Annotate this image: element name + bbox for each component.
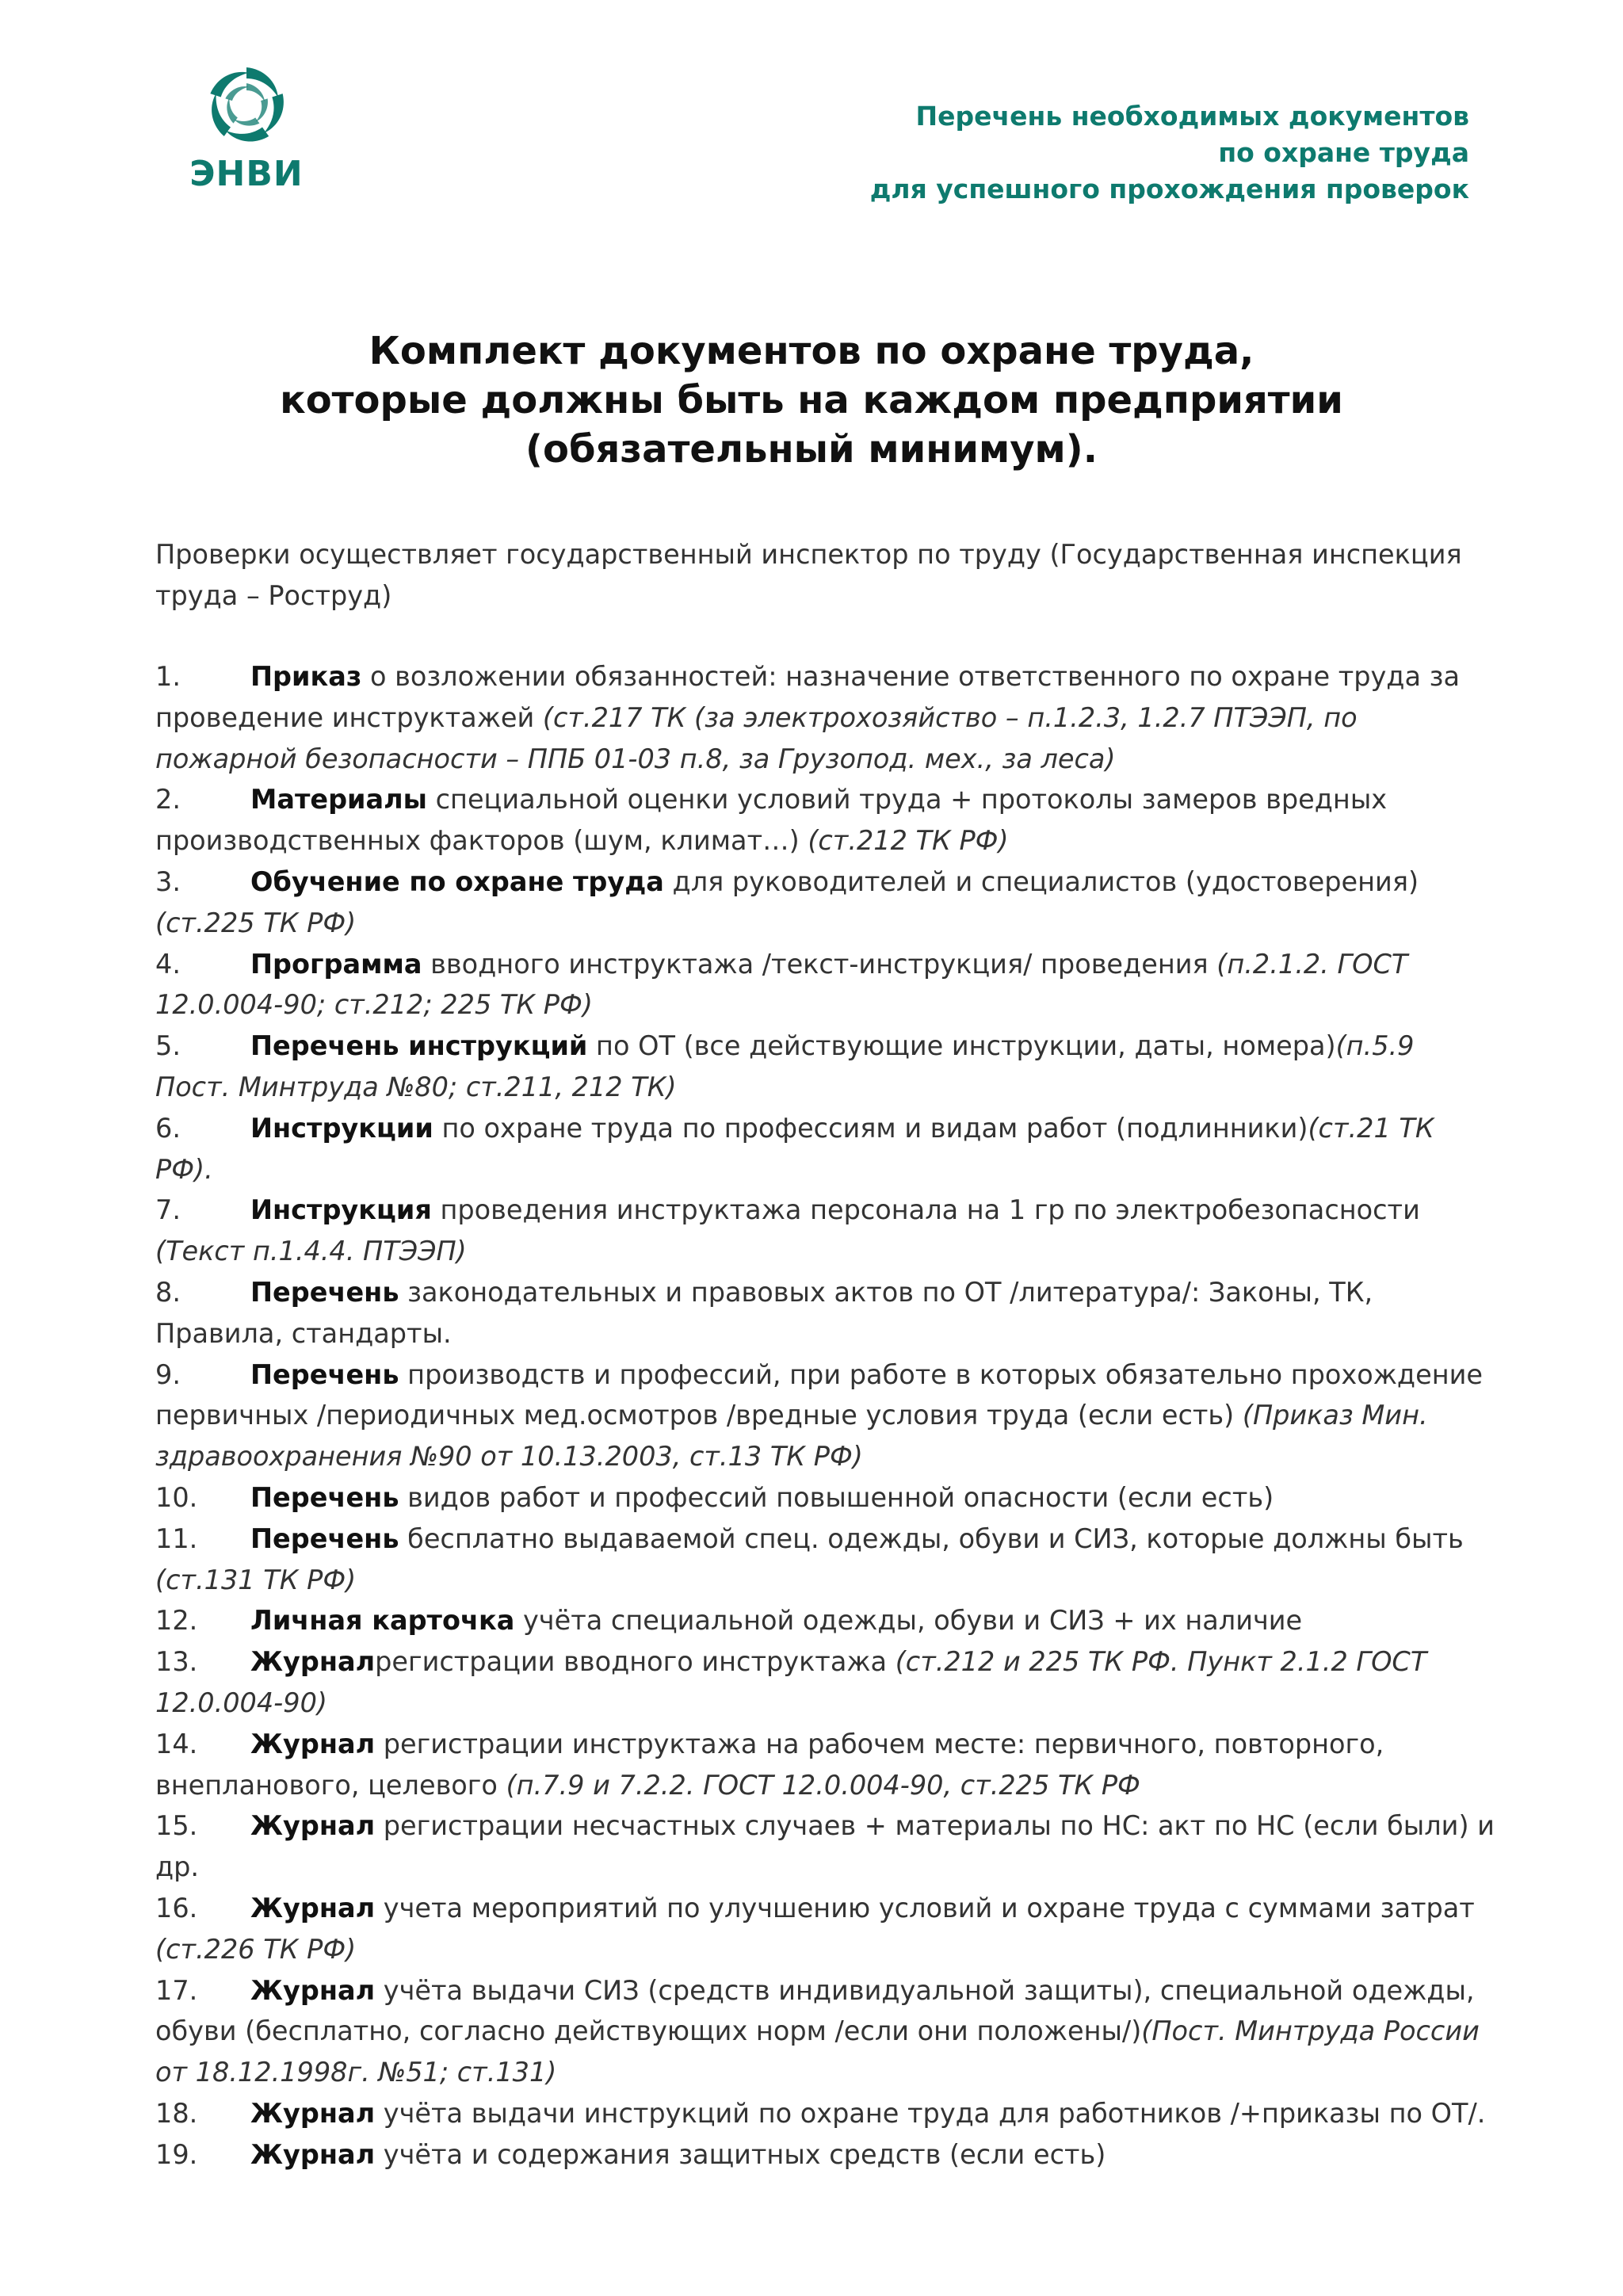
title-line-2: которые должны быть на каждом предприятии xyxy=(280,378,1343,422)
item-reference: (ст.225 ТК РФ) xyxy=(155,907,357,938)
list-item xyxy=(155,1724,1495,1806)
item-keyword: Инструкция xyxy=(250,1194,432,1226)
item-keyword: Журнал xyxy=(250,1646,376,1678)
item-text: учёта выдачи СИЗ (средств индивидуальной защиты), специальной одежды, обуви (бесплатно, согласно действующих норм /если они положены/) xyxy=(155,1974,1475,2047)
item-keyword: Инструкции xyxy=(250,1112,433,1144)
item-reference: (Приказ Мин. здравоохранения №90 от 10.13.2003, ст.13 ТК РФ) xyxy=(155,1400,1428,1473)
item-number: 9. xyxy=(155,1358,181,1390)
item-keyword: Приказ xyxy=(250,661,362,692)
item-text: производств и профессий, при работе в которых обязательно прохождение первичных /периодичных мед.осмотров /вредные условия труда (если есть) xyxy=(155,1358,1483,1431)
list-item xyxy=(155,1641,1495,1724)
item-number: 16. xyxy=(155,1892,198,1924)
item-reference: (ст.131 ТК РФ) xyxy=(155,1564,357,1595)
item-text: регистрации несчастных случаев + материалы по НС: акт по НС (если были) и др. xyxy=(155,1810,1495,1883)
list-item xyxy=(155,1519,1495,1601)
list-item xyxy=(155,1600,1495,1641)
list-item xyxy=(155,1190,1495,1272)
item-keyword: Журнал xyxy=(250,1892,376,1924)
item-number: 6. xyxy=(155,1112,181,1144)
list-item xyxy=(155,1354,1495,1477)
item-keyword: Личная карточка xyxy=(250,1605,515,1637)
list-item xyxy=(155,861,1495,944)
item-number: 13. xyxy=(155,1646,198,1678)
item-text: учёта и содержания защитных средств (если есть) xyxy=(375,2138,1106,2170)
item-keyword: Перечень инструкций xyxy=(250,1030,588,1062)
item-number: 5. xyxy=(155,1030,181,1062)
item-keyword: Журнал xyxy=(250,1728,376,1759)
item-text: учета мероприятий по улучшению условий и охране труда с суммами затрат xyxy=(375,1892,1475,1924)
list-item xyxy=(155,1477,1495,1519)
item-number: 11. xyxy=(155,1522,198,1554)
item-number: 17. xyxy=(155,1974,198,2006)
list-item xyxy=(155,1970,1495,2093)
logo-text: ЭНВИ xyxy=(189,154,304,194)
item-reference: (Пост. Минтруда России от 18.12.1998г. №51; ст.131) xyxy=(155,2015,1480,2088)
item-reference: (ст.226 ТК РФ) xyxy=(155,1933,357,1965)
logo-swirl-icon xyxy=(199,62,294,149)
item-text: вводного инструктажа /текст-инструкция/ проведения xyxy=(422,948,1217,980)
title-line-3: (обязательный минимум). xyxy=(525,427,1098,472)
item-number: 15. xyxy=(155,1810,198,1842)
list-item xyxy=(155,1888,1495,1970)
item-keyword: Программа xyxy=(250,948,422,980)
item-reference: (Текст п.1.4.4. ПТЭЭП) xyxy=(155,1236,467,1267)
item-text: проведения инструктажа персонала на 1 гр по электробезопасности xyxy=(431,1194,1420,1226)
item-reference: (ст.212 ТК РФ) xyxy=(808,825,1009,857)
item-text: регистрации вводного инструктажа xyxy=(375,1646,896,1678)
item-text: бесплатно выдаваемой спец. одежды, обуви и СИЗ, которые должны быть xyxy=(399,1522,1464,1554)
item-keyword: Материалы xyxy=(250,784,427,816)
item-text: о возложении обязанностей: назначение ответственного по охране труда за проведение инструктажей xyxy=(155,661,1460,733)
item-number: 12. xyxy=(155,1605,198,1637)
header-line-1: Перечень необходимых документов xyxy=(915,101,1469,132)
item-keyword: Перечень xyxy=(250,1276,399,1308)
item-keyword: Перечень xyxy=(250,1358,399,1390)
page-title xyxy=(0,327,1623,474)
list-item xyxy=(155,2134,1495,2176)
item-keyword: Журнал xyxy=(250,1974,376,2006)
list-item xyxy=(155,779,1495,861)
list-item xyxy=(155,1026,1495,1108)
item-text: по охране труда по профессиям и видам работ (подлинники) xyxy=(433,1112,1308,1144)
item-keyword: Перечень xyxy=(250,1522,399,1554)
item-text: видов работ и профессий повышенной опасности (если есть) xyxy=(399,1481,1274,1513)
header-line-3: для успешного прохождения проверок xyxy=(869,174,1469,204)
item-reference: (п.7.9 и 7.2.2. ГОСТ 12.0.004-90, ст.225 ТК РФ xyxy=(506,1769,1140,1801)
document-header xyxy=(870,98,1469,208)
item-number: 7. xyxy=(155,1194,181,1226)
item-keyword: Журнал xyxy=(250,2138,376,2170)
item-number: 10. xyxy=(155,1481,198,1513)
item-reference: (п.2.1.2. ГОСТ 12.0.004-90; ст.212; 225 ТК РФ) xyxy=(155,948,1408,1021)
item-text: по ОТ (все действующие инструкции, даты, номера) xyxy=(587,1030,1336,1062)
item-keyword: Журнал xyxy=(250,2097,376,2129)
item-reference: (ст.217 ТК (за электрохозяйство – п.1.2.3, 1.2.7 ПТЭЭП, по пожарной безопасности – ППБ 01-03 п.8, за Грузопод. мех., за леса) xyxy=(155,701,1358,774)
item-keyword: Журнал xyxy=(250,1810,376,1842)
documents-list xyxy=(155,656,1495,2175)
list-item xyxy=(155,1272,1495,1354)
item-number: 3. xyxy=(155,865,181,897)
item-number: 2. xyxy=(155,784,181,816)
item-text: регистрации инструктажа на рабочем месте: первичного, повторного, внепланового, целевого xyxy=(155,1728,1384,1801)
item-number: 18. xyxy=(155,2097,198,2129)
list-item xyxy=(155,2093,1495,2134)
item-text: для руководителей и специалистов (удостоверения) xyxy=(663,865,1419,897)
item-text: учёта выдачи инструкций по охране труда для работников /+приказы по ОТ/. xyxy=(375,2097,1486,2129)
company-logo xyxy=(179,62,314,194)
intro-paragraph: Проверки осуществляет государственный инспектор по труду (Государственная инспекция труда – Роструд) xyxy=(155,539,1462,611)
list-item xyxy=(155,944,1495,1026)
item-reference: (п.5.9 Пост. Минтруда №80; ст.211, 212 ТК) xyxy=(155,1030,1415,1102)
list-item xyxy=(155,1108,1495,1190)
item-keyword: Обучение по охране труда xyxy=(250,865,664,897)
item-reference: (ст.21 ТК РФ). xyxy=(155,1112,1434,1185)
item-text: законодательных и правовых актов по ОТ /литература/: Законы, ТК, Правила, стандарты. xyxy=(155,1276,1373,1349)
list-item xyxy=(155,656,1495,779)
title-line-1: Комплект документов по охране труда, xyxy=(369,329,1254,373)
list-item xyxy=(155,1805,1495,1888)
item-number: 1. xyxy=(155,661,181,692)
item-text: учёта специальной одежды, обуви и СИЗ + их наличие xyxy=(514,1605,1303,1637)
item-number: 4. xyxy=(155,948,181,980)
item-text: специальной оценки условий труда + протоколы замеров вредных производственных факторов (шум, климат…) xyxy=(155,784,1388,857)
item-reference: (ст.212 и 225 ТК РФ. Пункт 2.1.2 ГОСТ 12.0.004-90) xyxy=(155,1646,1427,1718)
item-number: 14. xyxy=(155,1728,198,1759)
item-keyword: Перечень xyxy=(250,1481,399,1513)
item-number: 19. xyxy=(155,2138,198,2170)
header-line-2: по охране труда xyxy=(1218,137,1469,168)
item-number: 8. xyxy=(155,1276,181,1308)
